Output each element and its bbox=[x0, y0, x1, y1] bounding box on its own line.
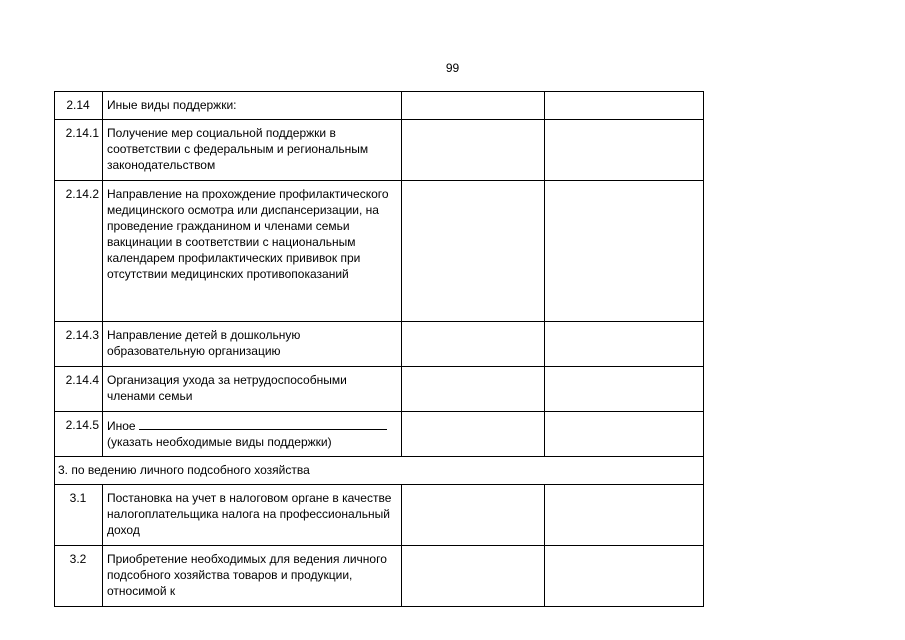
page-number: 99 bbox=[445, 61, 460, 75]
fill-in-blank-line bbox=[139, 417, 387, 430]
table-row bbox=[55, 546, 704, 607]
section-title: 3. по ведению личного подсобного хозяйства bbox=[55, 457, 704, 485]
row-number: 2.14.2 bbox=[55, 181, 103, 322]
empty-cell bbox=[402, 322, 545, 367]
table-row bbox=[55, 367, 704, 412]
empty-cell bbox=[402, 485, 545, 546]
empty-cell bbox=[545, 546, 704, 607]
table-row bbox=[55, 322, 704, 367]
table-row bbox=[55, 92, 704, 120]
empty-cell bbox=[545, 92, 704, 120]
empty-cell bbox=[545, 485, 704, 546]
empty-cell bbox=[545, 181, 704, 322]
empty-cell bbox=[402, 367, 545, 412]
empty-cell bbox=[545, 367, 704, 412]
row-number: 3.2 bbox=[55, 546, 103, 607]
row-text bbox=[103, 412, 402, 457]
row-number: 2.14.5 bbox=[55, 412, 103, 457]
row-number: 2.14.3 bbox=[55, 322, 103, 367]
row-text: Приобретение необходимых для ведения личного подсобного хозяйства товаров и продукции, относимой к bbox=[103, 546, 402, 607]
empty-cell bbox=[402, 546, 545, 607]
row-text: Направление детей в дошкольную образовательную организацию bbox=[103, 322, 402, 367]
table-row bbox=[55, 412, 704, 457]
empty-cell bbox=[402, 92, 545, 120]
empty-cell bbox=[402, 120, 545, 181]
empty-cell bbox=[402, 412, 545, 457]
row-number: 2.14 bbox=[55, 92, 103, 120]
other-note: (указать необходимые виды поддержки) bbox=[107, 435, 332, 449]
table-row bbox=[55, 181, 704, 322]
row-number: 3.1 bbox=[55, 485, 103, 546]
empty-cell bbox=[402, 181, 545, 322]
row-text: Иные виды поддержки: bbox=[103, 92, 402, 120]
section-header-row bbox=[55, 457, 704, 485]
row-text: Организация ухода за нетрудоспособными членами семьи bbox=[103, 367, 402, 412]
empty-cell bbox=[545, 120, 704, 181]
row-text: Направление на прохождение профилактического медицинского осмотра или диспансеризации, на проведение гражданином и членами семьи вакцинации в соответствии с национальным календарем профилактических прививок при отсутствии медицинских противопоказаний bbox=[103, 181, 402, 322]
empty-cell bbox=[545, 322, 704, 367]
row-number: 2.14.1 bbox=[55, 120, 103, 181]
support-measures-table bbox=[54, 91, 704, 607]
table-row bbox=[55, 485, 704, 546]
row-text: Получение мер социальной поддержки в соответствии с федеральным и региональным законодательством bbox=[103, 120, 402, 181]
empty-cell bbox=[545, 412, 704, 457]
table-row bbox=[55, 120, 704, 181]
other-label: Иное bbox=[107, 419, 136, 433]
row-text: Постановка на учет в налоговом органе в качестве налогоплательщика налога на профессиональный доход bbox=[103, 485, 402, 546]
row-number: 2.14.4 bbox=[55, 367, 103, 412]
